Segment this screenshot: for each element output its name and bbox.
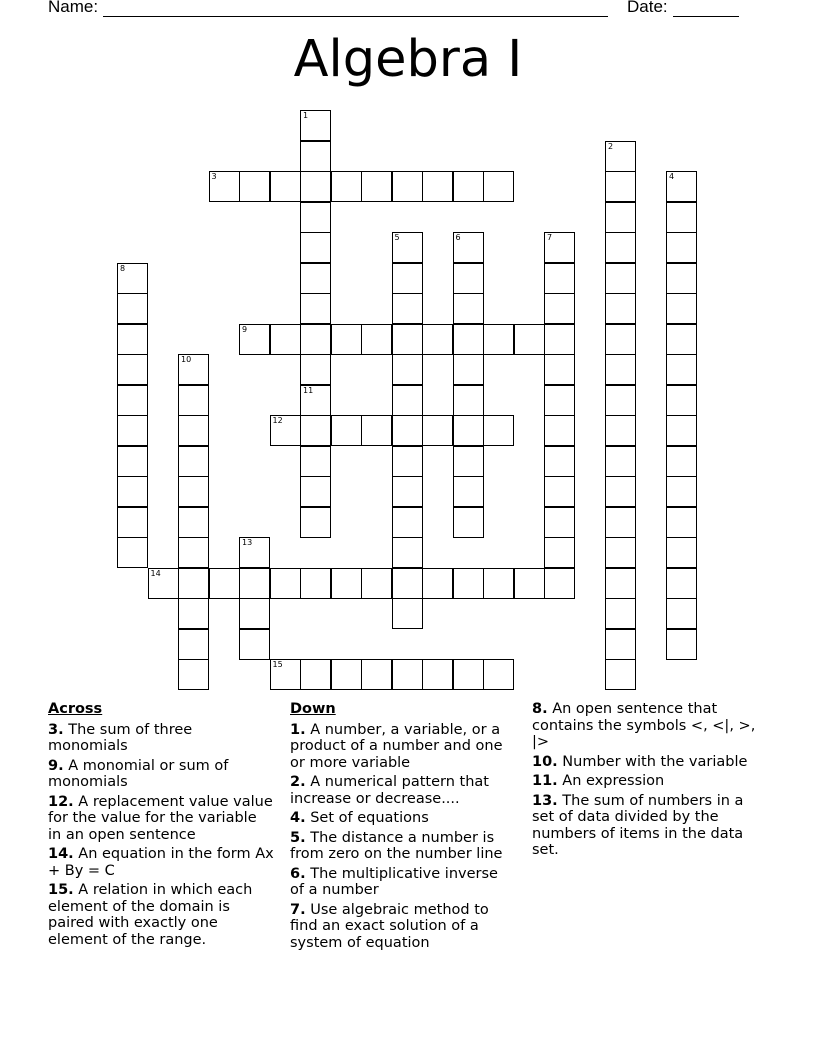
grid-cell[interactable] — [361, 659, 392, 690]
clue-item-number: 8. — [532, 701, 548, 717]
grid-cell[interactable] — [300, 568, 331, 599]
grid-cell[interactable] — [300, 507, 331, 538]
grid-cell[interactable] — [666, 232, 697, 263]
grid-cell[interactable] — [605, 629, 636, 660]
grid-cell[interactable] — [605, 659, 636, 690]
grid-cell[interactable] — [270, 568, 301, 599]
grid-cell[interactable] — [544, 263, 575, 294]
clue-number: 14 — [150, 568, 161, 578]
clue-item-number: 3. — [48, 721, 64, 738]
grid-cell[interactable] — [544, 568, 575, 599]
grid-cell[interactable] — [300, 263, 331, 294]
down-clue-list — [290, 722, 516, 952]
across-heading: Across — [48, 701, 103, 717]
grid-cell[interactable] — [453, 659, 484, 690]
grid-cell[interactable] — [544, 507, 575, 538]
grid-cell[interactable] — [300, 293, 331, 324]
grid-cell[interactable] — [392, 263, 423, 294]
clue-number: 6 — [455, 233, 461, 242]
name-label: Name: — [48, 0, 99, 16]
grid-cell[interactable] — [666, 324, 697, 355]
clue-item — [532, 701, 764, 751]
grid-cell[interactable] — [453, 263, 484, 294]
grid-cell[interactable] — [361, 568, 392, 599]
clue-number: 11 — [303, 385, 314, 395]
grid-cell[interactable] — [392, 324, 423, 355]
grid-cell[interactable] — [453, 293, 484, 324]
clue-item-text: The multiplicative inverse of a number — [290, 865, 498, 898]
grid-cell[interactable] — [483, 171, 514, 202]
grid-cell[interactable] — [392, 385, 423, 416]
grid-cell[interactable] — [178, 598, 209, 629]
clue-number: 9 — [242, 324, 248, 334]
clue-item — [290, 830, 516, 863]
date-label: Date: — [627, 0, 668, 16]
grid-cell[interactable] — [514, 324, 545, 355]
grid-cell[interactable] — [605, 598, 636, 629]
clue-item — [48, 722, 274, 755]
clue-item-number: 12. — [48, 793, 74, 810]
clue-item-number: 11. — [532, 773, 558, 789]
grid-cell[interactable] — [117, 354, 148, 385]
grid-cell[interactable] — [605, 293, 636, 324]
clue-item-number: 14. — [48, 846, 74, 862]
grid-cell[interactable] — [544, 293, 575, 324]
grid-cell[interactable] — [422, 659, 453, 690]
grid-cell[interactable] — [331, 171, 362, 202]
clue-item-number: 10. — [532, 753, 558, 770]
page-title: Algebra I — [293, 30, 523, 89]
clue-item — [532, 793, 764, 859]
grid-cell[interactable] — [666, 263, 697, 294]
grid-cell[interactable] — [331, 659, 362, 690]
grid-cell[interactable] — [392, 659, 423, 690]
grid-cell[interactable] — [453, 232, 484, 263]
clue-item-text: The sum of three monomials — [48, 721, 193, 754]
grid-cell[interactable] — [117, 293, 148, 324]
grid-cell[interactable] — [453, 507, 484, 538]
clue-item-number: 9. — [48, 757, 64, 774]
grid-cell[interactable] — [514, 568, 545, 599]
grid-cell[interactable] — [392, 293, 423, 324]
grid-cell[interactable] — [605, 263, 636, 294]
grid-cell[interactable] — [178, 659, 209, 690]
grid-cell[interactable] — [117, 507, 148, 538]
clue-item — [48, 794, 274, 844]
clue-item-number: 5. — [290, 829, 306, 846]
grid-cell[interactable] — [331, 415, 362, 446]
grid-cell[interactable] — [270, 415, 301, 446]
down-clues-continued — [532, 701, 764, 862]
clue-number: 10 — [181, 355, 192, 364]
grid-cell[interactable] — [392, 354, 423, 385]
grid-cell[interactable] — [666, 537, 697, 568]
clue-number: 8 — [120, 263, 126, 273]
clue-item-text: An expression — [557, 773, 665, 789]
clue-item-number: 6. — [290, 865, 306, 882]
clue-item-text: A numerical pattern that increase or decrease.... — [290, 774, 489, 807]
clue-item-text: A number, a variable, or a product of a number and one or more variable — [290, 721, 503, 771]
grid-cell[interactable] — [666, 507, 697, 538]
grid-cell[interactable] — [178, 385, 209, 416]
clue-number: 2 — [608, 141, 614, 151]
clue-item — [532, 773, 764, 790]
grid-cell[interactable] — [453, 385, 484, 416]
clue-item-text: Set of equations — [305, 810, 429, 826]
grid-cell[interactable] — [209, 171, 240, 202]
clue-item-number: 15. — [48, 882, 74, 898]
grid-cell[interactable] — [666, 629, 697, 660]
across-clue-list — [48, 722, 274, 949]
grid-cell[interactable] — [666, 354, 697, 385]
grid-cell[interactable] — [300, 171, 331, 202]
grid-cell[interactable] — [392, 507, 423, 538]
grid-cell[interactable] — [605, 171, 636, 202]
clue-item-number: 4. — [290, 810, 306, 826]
grid-cell[interactable] — [178, 446, 209, 477]
grid-cell[interactable] — [392, 598, 423, 629]
grid-cell[interactable] — [666, 385, 697, 416]
clue-number: 15 — [272, 660, 283, 669]
grid-cell[interactable] — [300, 476, 331, 507]
clue-item-text: A replacement value value for the value for the variable in an open sentence — [48, 793, 273, 843]
grid-cell[interactable] — [605, 476, 636, 507]
clue-item-number: 1. — [290, 721, 306, 738]
clue-item — [290, 810, 516, 827]
grid-cell[interactable] — [605, 446, 636, 477]
grid-cell[interactable] — [605, 324, 636, 355]
grid-cell[interactable] — [117, 476, 148, 507]
clue-item — [48, 846, 274, 879]
grid-cell[interactable] — [270, 324, 301, 355]
grid-cell[interactable] — [392, 415, 423, 446]
grid-cell[interactable] — [300, 202, 331, 233]
grid-cell[interactable] — [666, 446, 697, 477]
grid-cell[interactable] — [422, 171, 453, 202]
grid-cell[interactable] — [453, 354, 484, 385]
clue-item-text: The sum of numbers in a set of data divided by the numbers of items in the data set. — [532, 792, 744, 858]
down-clues — [290, 701, 516, 954]
grid-cell[interactable] — [361, 415, 392, 446]
grid-cell[interactable] — [544, 537, 575, 568]
grid-cell[interactable] — [178, 507, 209, 538]
clue-number: 4 — [669, 172, 675, 181]
grid-cell[interactable] — [239, 568, 270, 599]
clue-item-number: 13. — [532, 792, 558, 809]
grid-cell[interactable] — [300, 659, 331, 690]
clue-item — [290, 866, 516, 899]
grid-cell[interactable] — [300, 110, 331, 141]
clue-number: 7 — [547, 233, 553, 242]
grid-cell[interactable] — [117, 263, 148, 294]
grid-cell[interactable] — [605, 202, 636, 233]
clue-number: 13 — [242, 538, 253, 547]
grid-cell[interactable] — [392, 568, 423, 599]
grid-cell[interactable] — [117, 324, 148, 355]
clue-number: 5 — [394, 233, 400, 242]
grid-cell[interactable] — [666, 293, 697, 324]
clue-item — [290, 902, 516, 952]
grid-cell[interactable] — [300, 415, 331, 446]
grid-cell[interactable] — [117, 446, 148, 477]
grid-cell[interactable] — [666, 415, 697, 446]
grid-cell[interactable] — [270, 171, 301, 202]
grid-cell[interactable] — [300, 232, 331, 263]
grid-cell[interactable] — [483, 415, 514, 446]
grid-cell[interactable] — [605, 415, 636, 446]
grid-cell[interactable] — [392, 446, 423, 477]
grid-cell[interactable] — [117, 385, 148, 416]
grid-cell[interactable] — [239, 629, 270, 660]
grid-cell[interactable] — [605, 141, 636, 172]
grid-cell[interactable] — [453, 171, 484, 202]
grid-cell[interactable] — [453, 415, 484, 446]
grid-cell[interactable] — [666, 598, 697, 629]
grid-cell[interactable] — [605, 507, 636, 538]
grid-cell[interactable] — [300, 324, 331, 355]
clue-item-number: 2. — [290, 774, 306, 790]
grid-cell[interactable] — [666, 568, 697, 599]
clue-item-text: Use algebraic method to find an exact solution of a system of equation — [290, 901, 489, 951]
grid-cell[interactable] — [453, 568, 484, 599]
clue-number: 3 — [211, 172, 217, 181]
grid-cell[interactable] — [392, 232, 423, 263]
grid-cell[interactable] — [209, 568, 240, 599]
grid-cell[interactable] — [148, 568, 179, 599]
grid-cell[interactable] — [544, 415, 575, 446]
grid-cell[interactable] — [117, 537, 148, 568]
grid-cell[interactable] — [483, 568, 514, 599]
across-clues — [48, 701, 274, 951]
grid-cell[interactable] — [544, 385, 575, 416]
grid-cell[interactable] — [666, 171, 697, 202]
clue-number: 12 — [272, 416, 283, 425]
grid-cell[interactable] — [392, 171, 423, 202]
grid-cell[interactable] — [239, 324, 270, 355]
clue-item-text: An open sentence that contains the symbols <, <|, >, |> — [532, 701, 756, 750]
grid-cell[interactable] — [544, 324, 575, 355]
grid-cell[interactable] — [605, 537, 636, 568]
grid-cell[interactable] — [178, 629, 209, 660]
grid-cell[interactable] — [300, 354, 331, 385]
grid-cell[interactable] — [453, 476, 484, 507]
grid-cell[interactable] — [422, 415, 453, 446]
grid-cell[interactable] — [270, 659, 301, 690]
grid-cell[interactable] — [178, 415, 209, 446]
grid-cell[interactable] — [666, 476, 697, 507]
clue-item-text: A relation in which each element of the domain is paired with exactly one element of the range. — [48, 882, 253, 948]
clue-item-text: The distance a number is from zero on the number line — [290, 829, 503, 862]
grid-cell[interactable] — [361, 171, 392, 202]
grid-cell[interactable] — [331, 568, 362, 599]
grid-cell[interactable] — [239, 171, 270, 202]
grid-cell[interactable] — [392, 537, 423, 568]
down-heading: Down — [290, 701, 336, 717]
grid-cell[interactable] — [331, 324, 362, 355]
grid-cell[interactable] — [178, 476, 209, 507]
clue-item — [48, 882, 274, 948]
grid-cell[interactable] — [300, 385, 331, 416]
grid-cell[interactable] — [544, 354, 575, 385]
grid-cell[interactable] — [544, 446, 575, 477]
clue-item-number: 7. — [290, 901, 306, 918]
clue-item-text: An equation in the form Ax + By = C — [48, 846, 274, 879]
grid-cell[interactable] — [392, 476, 423, 507]
grid-cell[interactable] — [605, 568, 636, 599]
clue-number: 1 — [303, 111, 309, 120]
grid-cell[interactable] — [239, 537, 270, 568]
grid-cell[interactable] — [544, 232, 575, 263]
grid-cell[interactable] — [483, 659, 514, 690]
grid-cell[interactable] — [666, 202, 697, 233]
grid-cell[interactable] — [117, 415, 148, 446]
grid-cell[interactable] — [422, 324, 453, 355]
clue-item-text: Number with the variable — [557, 753, 748, 770]
clue-item — [290, 774, 516, 807]
grid-cell[interactable] — [178, 354, 209, 385]
clue-item — [532, 754, 764, 771]
clue-item — [290, 722, 516, 772]
clue-item-text: A monomial or sum of monomials — [48, 757, 229, 790]
grid-cell[interactable] — [544, 476, 575, 507]
grid-cell[interactable] — [483, 324, 514, 355]
down-clue-list-continued — [532, 701, 764, 859]
grid-cell[interactable] — [178, 568, 209, 599]
grid-cell[interactable] — [178, 537, 209, 568]
grid-cell[interactable] — [453, 324, 484, 355]
grid-cell[interactable] — [361, 324, 392, 355]
grid-cell[interactable] — [300, 446, 331, 477]
grid-cell[interactable] — [300, 141, 331, 172]
grid-cell[interactable] — [605, 354, 636, 385]
grid-cell[interactable] — [239, 598, 270, 629]
clue-item — [48, 758, 274, 791]
grid-cell[interactable] — [453, 446, 484, 477]
grid-cell[interactable] — [605, 385, 636, 416]
grid-cell[interactable] — [422, 568, 453, 599]
grid-cell[interactable] — [605, 232, 636, 263]
